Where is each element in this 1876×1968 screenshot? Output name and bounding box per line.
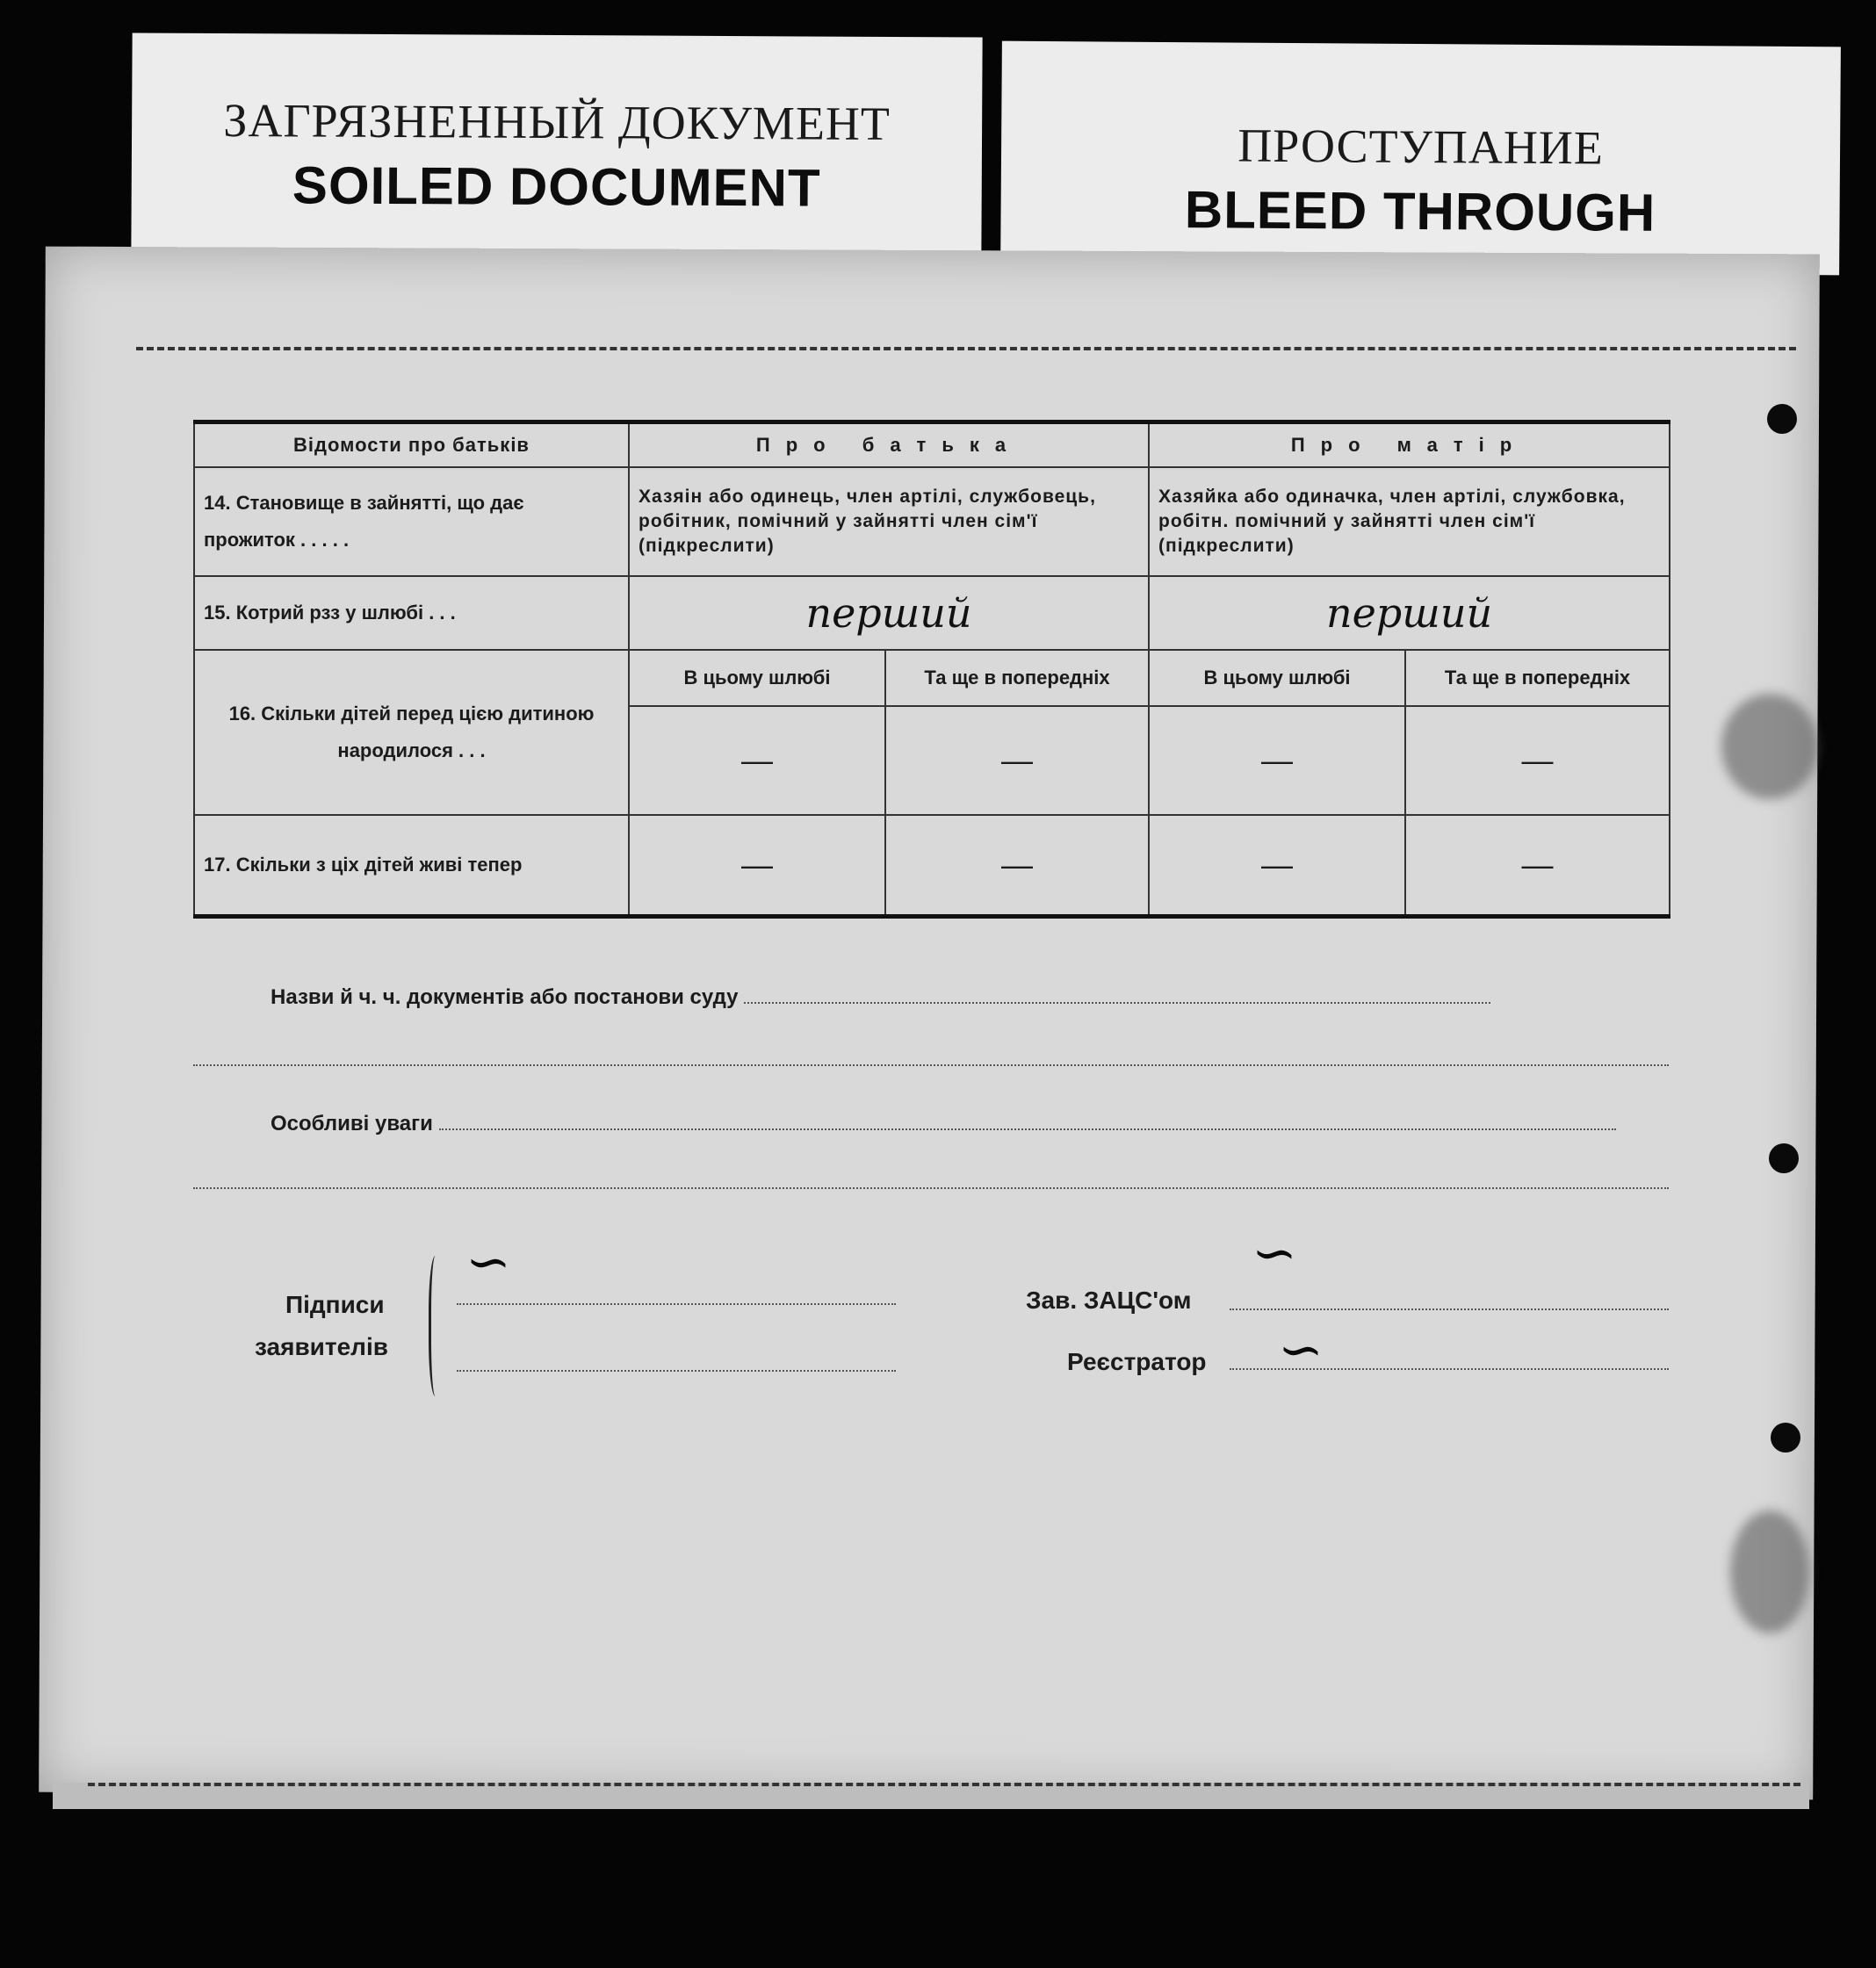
parents-table [193,420,1670,919]
subheader-father-this: В цьому шлюбі [629,650,885,706]
parents-info-form [193,420,1669,919]
notes-field [439,1128,1616,1130]
row15-mother-value: перший [1149,576,1670,650]
applicant-signature-line-1 [457,1303,896,1305]
top-perforation [136,347,1796,350]
row17-value: — [1405,815,1670,917]
applicants-label-1: Підписи [285,1291,385,1318]
soiled-document-tag [131,32,982,256]
table-row [194,467,1670,576]
table-row [194,576,1670,650]
applicant-signature-line-2 [457,1370,896,1372]
row17-value: — [885,815,1149,917]
stain-mark [1721,694,1818,799]
row16-value: — [885,706,1149,815]
row14-father: Хазяін або одинець, член артілі, службовець, робітник, помічний у зайнятті член сім'ї (підкреслити) [629,467,1149,576]
row15-father-value: перший [629,576,1149,650]
row16-label: 16. Скільки дітей перед цією дитиною народилося . . . [194,650,629,815]
bleed-through-tag [1000,41,1841,276]
row14-mother: Хазяйка або одиначка, член артілі, службовка, робітн. помічний у зайнятті член сім'ї (підкреслити) [1149,467,1670,576]
brace [429,1256,445,1396]
subheader-row [194,650,1670,706]
notes-label: Особливі уваги [271,1112,433,1135]
applicants-label-2: заявителів [255,1333,388,1360]
bottom-perforation [88,1783,1800,1786]
row17-value: — [1149,815,1405,917]
row14-label: 14. Становище в зайнятті, що дає прожиток . . . . . [194,467,629,576]
row16-value: — [1405,706,1670,815]
registrar-label: Реєстратор [1067,1348,1207,1375]
page-bottom-edge [53,1783,1809,1809]
bleed-tag-russian: ПРОСТУПАНИЕ [1237,119,1605,175]
registrar-signature: ∽ [1278,1317,1324,1381]
documents-field [744,1002,1490,1004]
notes-line [193,1112,1669,1136]
soiled-tag-english: SOILED DOCUMENT [292,155,821,218]
header-info: Відомости про батьків [194,422,629,468]
documents-label: Назви й ч. ч. документів або постанови суду [271,985,739,1009]
applicant-signature: ∽ [465,1229,511,1294]
row17-label: 17. Скільки з ціх дітей живі тепер [194,815,629,917]
header-father: Про батька [629,422,1149,468]
binding-hole [1767,404,1797,434]
head-signature: ∽ [1252,1221,1297,1285]
head-label: Зав. ЗАЦС'ом [1026,1287,1192,1314]
row15-label: 15. Котрий рзз у шлюбі . . . [194,576,629,650]
notes-field-continued [193,1168,1669,1189]
row16-value: — [1149,706,1405,815]
table-header-row [194,422,1670,468]
binding-hole [1769,1143,1799,1173]
row17-value: — [629,815,885,917]
header-mother: Про матір [1149,422,1670,468]
subheader-father-prev: Та ще в попередніх [885,650,1149,706]
binding-hole [1771,1423,1800,1453]
soiled-tag-russian: ЗАГРЯЗНЕННЫЙ ДОКУМЕНТ [223,94,891,150]
subheader-mother-prev: Та ще в попередніх [1405,650,1670,706]
documents-line [193,985,1669,1010]
row16-value: — [629,706,885,815]
stain-mark [1730,1510,1809,1633]
table-row [194,815,1670,917]
documents-field-continued [193,1045,1669,1066]
subheader-mother-this: В цьому шлюбі [1149,650,1405,706]
bleed-tag-english: BLEED THROUGH [1184,180,1656,242]
head-signature-line [1230,1308,1669,1310]
